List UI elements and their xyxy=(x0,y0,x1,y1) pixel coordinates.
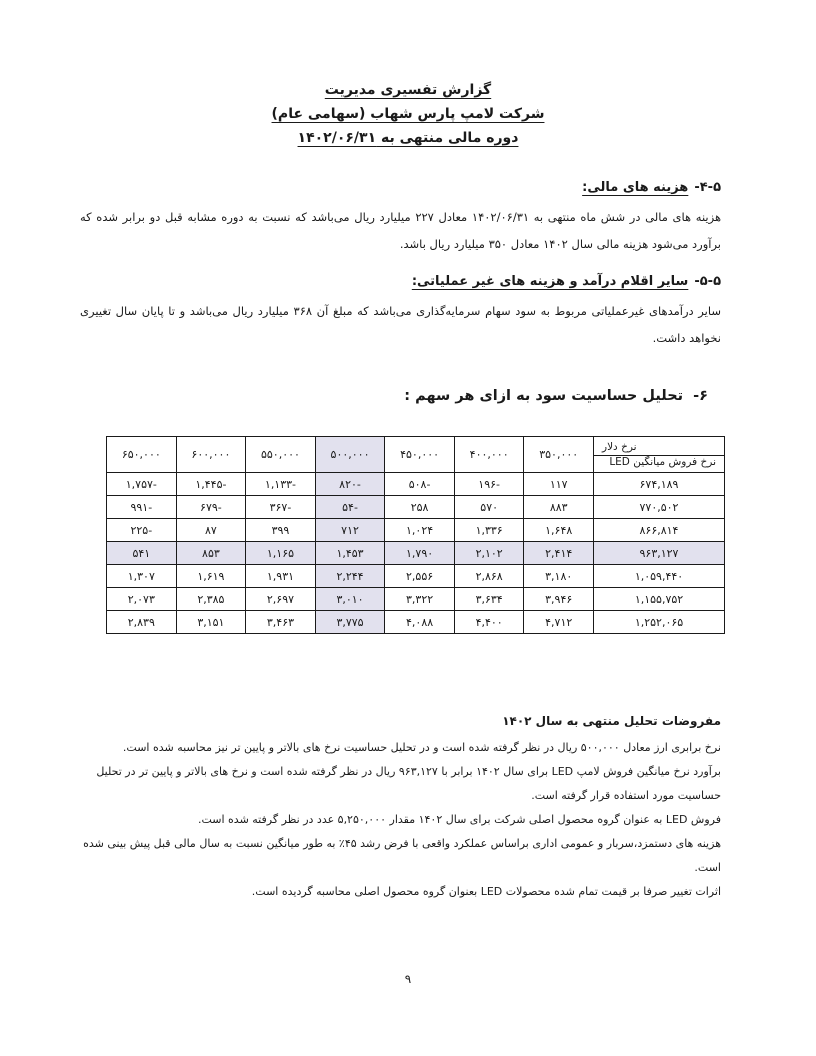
table-cell: ۸۸۳ xyxy=(524,496,594,519)
section-title: تحلیل حساسیت سود به ازای هر سهم : xyxy=(404,388,684,404)
table-corner-cell xyxy=(594,437,725,473)
table-cell: -۱,۷۵۷ xyxy=(107,473,177,496)
table-cell: ۸۵۳ xyxy=(176,542,246,565)
table-cell: -۳۶۷ xyxy=(246,496,316,519)
table-cell: ۲,۶۹۷ xyxy=(246,588,316,611)
table-cell: ۱۱۷ xyxy=(524,473,594,496)
header-line-2: شرکت لامپ پارس شهاب (سهامی عام) xyxy=(271,106,545,122)
table-cell: ۷۱۲ xyxy=(315,519,385,542)
table-cell: -۵۰۸ xyxy=(385,473,455,496)
table-cell: ۱,۳۳۶ xyxy=(454,519,524,542)
assumption-item: نرخ برابری ارز معادل ۵۰۰,۰۰۰ ریال در نظر گرفته شده است و در تحلیل حساسیت نرخ های بالاتر و پایین تر نیز محاسبه شده است. xyxy=(122,741,721,754)
table-cell: -۱,۴۴۵ xyxy=(176,473,246,496)
table-cell: ۴,۴۰۰ xyxy=(454,611,524,634)
table-cell: ۳,۴۶۳ xyxy=(246,611,316,634)
table-cell: ۵۴۱ xyxy=(107,542,177,565)
page-number: ۹ xyxy=(404,972,412,986)
section-5-5-heading xyxy=(412,274,721,289)
table-row xyxy=(107,565,725,588)
row-label: ۱,۱۵۵,۷۵۲ xyxy=(594,588,725,611)
table-cell: ۲۵۸ xyxy=(385,496,455,519)
table-cell: ۲,۲۴۴ xyxy=(315,565,385,588)
section-number: ۶- xyxy=(693,388,708,404)
header-line-1: گزارش تفسیری مدیریت xyxy=(324,82,492,98)
table-row xyxy=(107,588,725,611)
table-cell: ۲,۵۵۶ xyxy=(385,565,455,588)
row-label: ۶۷۴,۱۸۹ xyxy=(594,473,725,496)
table-cell: ۲,۴۱۴ xyxy=(524,542,594,565)
row-label: ۷۷۰,۵۰۲ xyxy=(594,496,725,519)
table-cell: ۳,۹۴۶ xyxy=(524,588,594,611)
column-header: ۴۰۰,۰۰۰ xyxy=(454,437,524,473)
assumption-item: اثرات تغییر صرفا بر قیمت تمام شده محصولات LED بعنوان گروه محصول اصلی محاسبه گردیده است. xyxy=(251,885,721,898)
column-header: ۶۰۰,۰۰۰ xyxy=(176,437,246,473)
table-cell: ۲,۸۶۸ xyxy=(454,565,524,588)
table-cell: ۲,۱۰۲ xyxy=(454,542,524,565)
assumptions-list xyxy=(80,736,721,904)
section-number: ۵-۵- xyxy=(694,274,721,289)
section-4-5-body: هزینه های مالی در شش ماه منتهی به ۱۴۰۲/۰۶/۳۱ معادل ۲۲۷ میلیارد ریال می‌باشد که نسبت به دوره مشابه قبل دو برابر شده که برآورد می‌شود هزینه مالی سال ۱۴۰۲ معادل ۳۵۰ میلیارد ریال باشد. xyxy=(80,210,722,251)
table-cell: ۳,۶۳۴ xyxy=(454,588,524,611)
table-row xyxy=(107,611,725,634)
section-title: هزینه های مالی: xyxy=(582,180,689,195)
assumption-item: برآورد نرخ میانگین فروش لامپ LED برای سال ۱۴۰۲ برابر با ۹۶۳,۱۲۷ ریال در نظر گرفته شده است و نرخ های بالاتر و پایین تر در تحلیل حساسیت مورد استفاده قرار گرفته است. xyxy=(96,765,721,802)
table-cell: -۸۲۰ xyxy=(315,473,385,496)
corner-dollar-rate-label: نرخ دلار xyxy=(602,441,637,453)
row-label: ۱,۲۵۲,۰۶۵ xyxy=(594,611,725,634)
table-cell: -۶۷۹ xyxy=(176,496,246,519)
column-header: ۳۵۰,۰۰۰ xyxy=(524,437,594,473)
table-cell: ۳,۱۵۱ xyxy=(176,611,246,634)
section-4-5-heading xyxy=(582,180,721,195)
header-line-3: دوره مالی منتهی به ۱۴۰۲/۰۶/۳۱ xyxy=(297,130,519,146)
table-row xyxy=(107,519,725,542)
section-5-5-body: سایر درآمدهای غیرعملیاتی مربوط به سود سهام سرمایه‌گذاری می‌باشد که مبلغ آن ۳۶۸ میلیارد ریال می‌باشد و تا پایان سال تغییری نخواهد داشت. xyxy=(80,304,721,345)
table-cell: ۱,۹۳۱ xyxy=(246,565,316,588)
table-cell: ۱,۱۶۵ xyxy=(246,542,316,565)
column-header: ۵۵۰,۰۰۰ xyxy=(246,437,316,473)
table-cell: ۳,۰۱۰ xyxy=(315,588,385,611)
row-label: ۹۶۳,۱۲۷ xyxy=(594,542,725,565)
table-cell: ۳۹۹ xyxy=(246,519,316,542)
table-cell: ۴,۰۸۸ xyxy=(385,611,455,634)
column-header: ۶۵۰,۰۰۰ xyxy=(107,437,177,473)
assumptions-title: مفروضات تحلیل منتهی به سال ۱۴۰۲ xyxy=(502,714,721,728)
table-cell: ۱,۶۴۸ xyxy=(524,519,594,542)
table-cell: -۱۹۶ xyxy=(454,473,524,496)
table-cell: ۲,۳۸۵ xyxy=(176,588,246,611)
table-cell: ۳,۳۲۲ xyxy=(385,588,455,611)
table-cell: ۲,۰۷۳ xyxy=(107,588,177,611)
table-cell: ۱,۳۰۷ xyxy=(107,565,177,588)
table-cell: ۸۷ xyxy=(176,519,246,542)
table-cell: ۱,۶۱۹ xyxy=(176,565,246,588)
table-cell: ۱,۷۹۰ xyxy=(385,542,455,565)
table-cell: ۵۷۰ xyxy=(454,496,524,519)
assumption-item: فروش LED به عنوان گروه محصول اصلی شرکت برای سال ۱۴۰۲ مقدار ۵,۲۵۰,۰۰۰ عدد در نظر گرفته شده است. xyxy=(197,813,721,826)
table-row xyxy=(107,542,725,565)
row-label: ۸۶۶,۸۱۴ xyxy=(594,519,725,542)
table-cell: ۱,۰۲۴ xyxy=(385,519,455,542)
table-cell: -۵۴ xyxy=(315,496,385,519)
table-cell: ۴,۷۱۲ xyxy=(524,611,594,634)
table-cell: ۳,۱۸۰ xyxy=(524,565,594,588)
table-cell: ۳,۷۷۵ xyxy=(315,611,385,634)
table-cell: ۱,۴۵۳ xyxy=(315,542,385,565)
assumption-item: هزینه های دستمزد،سربار و عمومی اداری براساس عملکرد واقعی با فرض رشد ۴۵٪ به طور میانگین نسبت به سال مالی قبل پیش بینی شده است. xyxy=(83,837,721,874)
row-label: ۱,۰۵۹,۴۴۰ xyxy=(594,565,725,588)
table-cell: ۲,۸۳۹ xyxy=(107,611,177,634)
table-cell: -۱,۱۳۳ xyxy=(246,473,316,496)
corner-led-price-label: نرخ فروش میانگین LED xyxy=(609,456,716,468)
table-row xyxy=(107,496,725,519)
column-header: ۴۵۰,۰۰۰ xyxy=(385,437,455,473)
sensitivity-table xyxy=(106,436,725,634)
table-cell: -۹۹۱ xyxy=(107,496,177,519)
section-title: سایر اقلام درآمد و هزینه های غیر عملیاتی: xyxy=(411,274,689,289)
table-row xyxy=(107,473,725,496)
section-number: ۴-۵- xyxy=(694,180,721,195)
column-header: ۵۰۰,۰۰۰ xyxy=(315,437,385,473)
table-cell: -۲۲۵ xyxy=(107,519,177,542)
section-6-heading xyxy=(404,388,708,404)
report-header xyxy=(0,78,816,150)
